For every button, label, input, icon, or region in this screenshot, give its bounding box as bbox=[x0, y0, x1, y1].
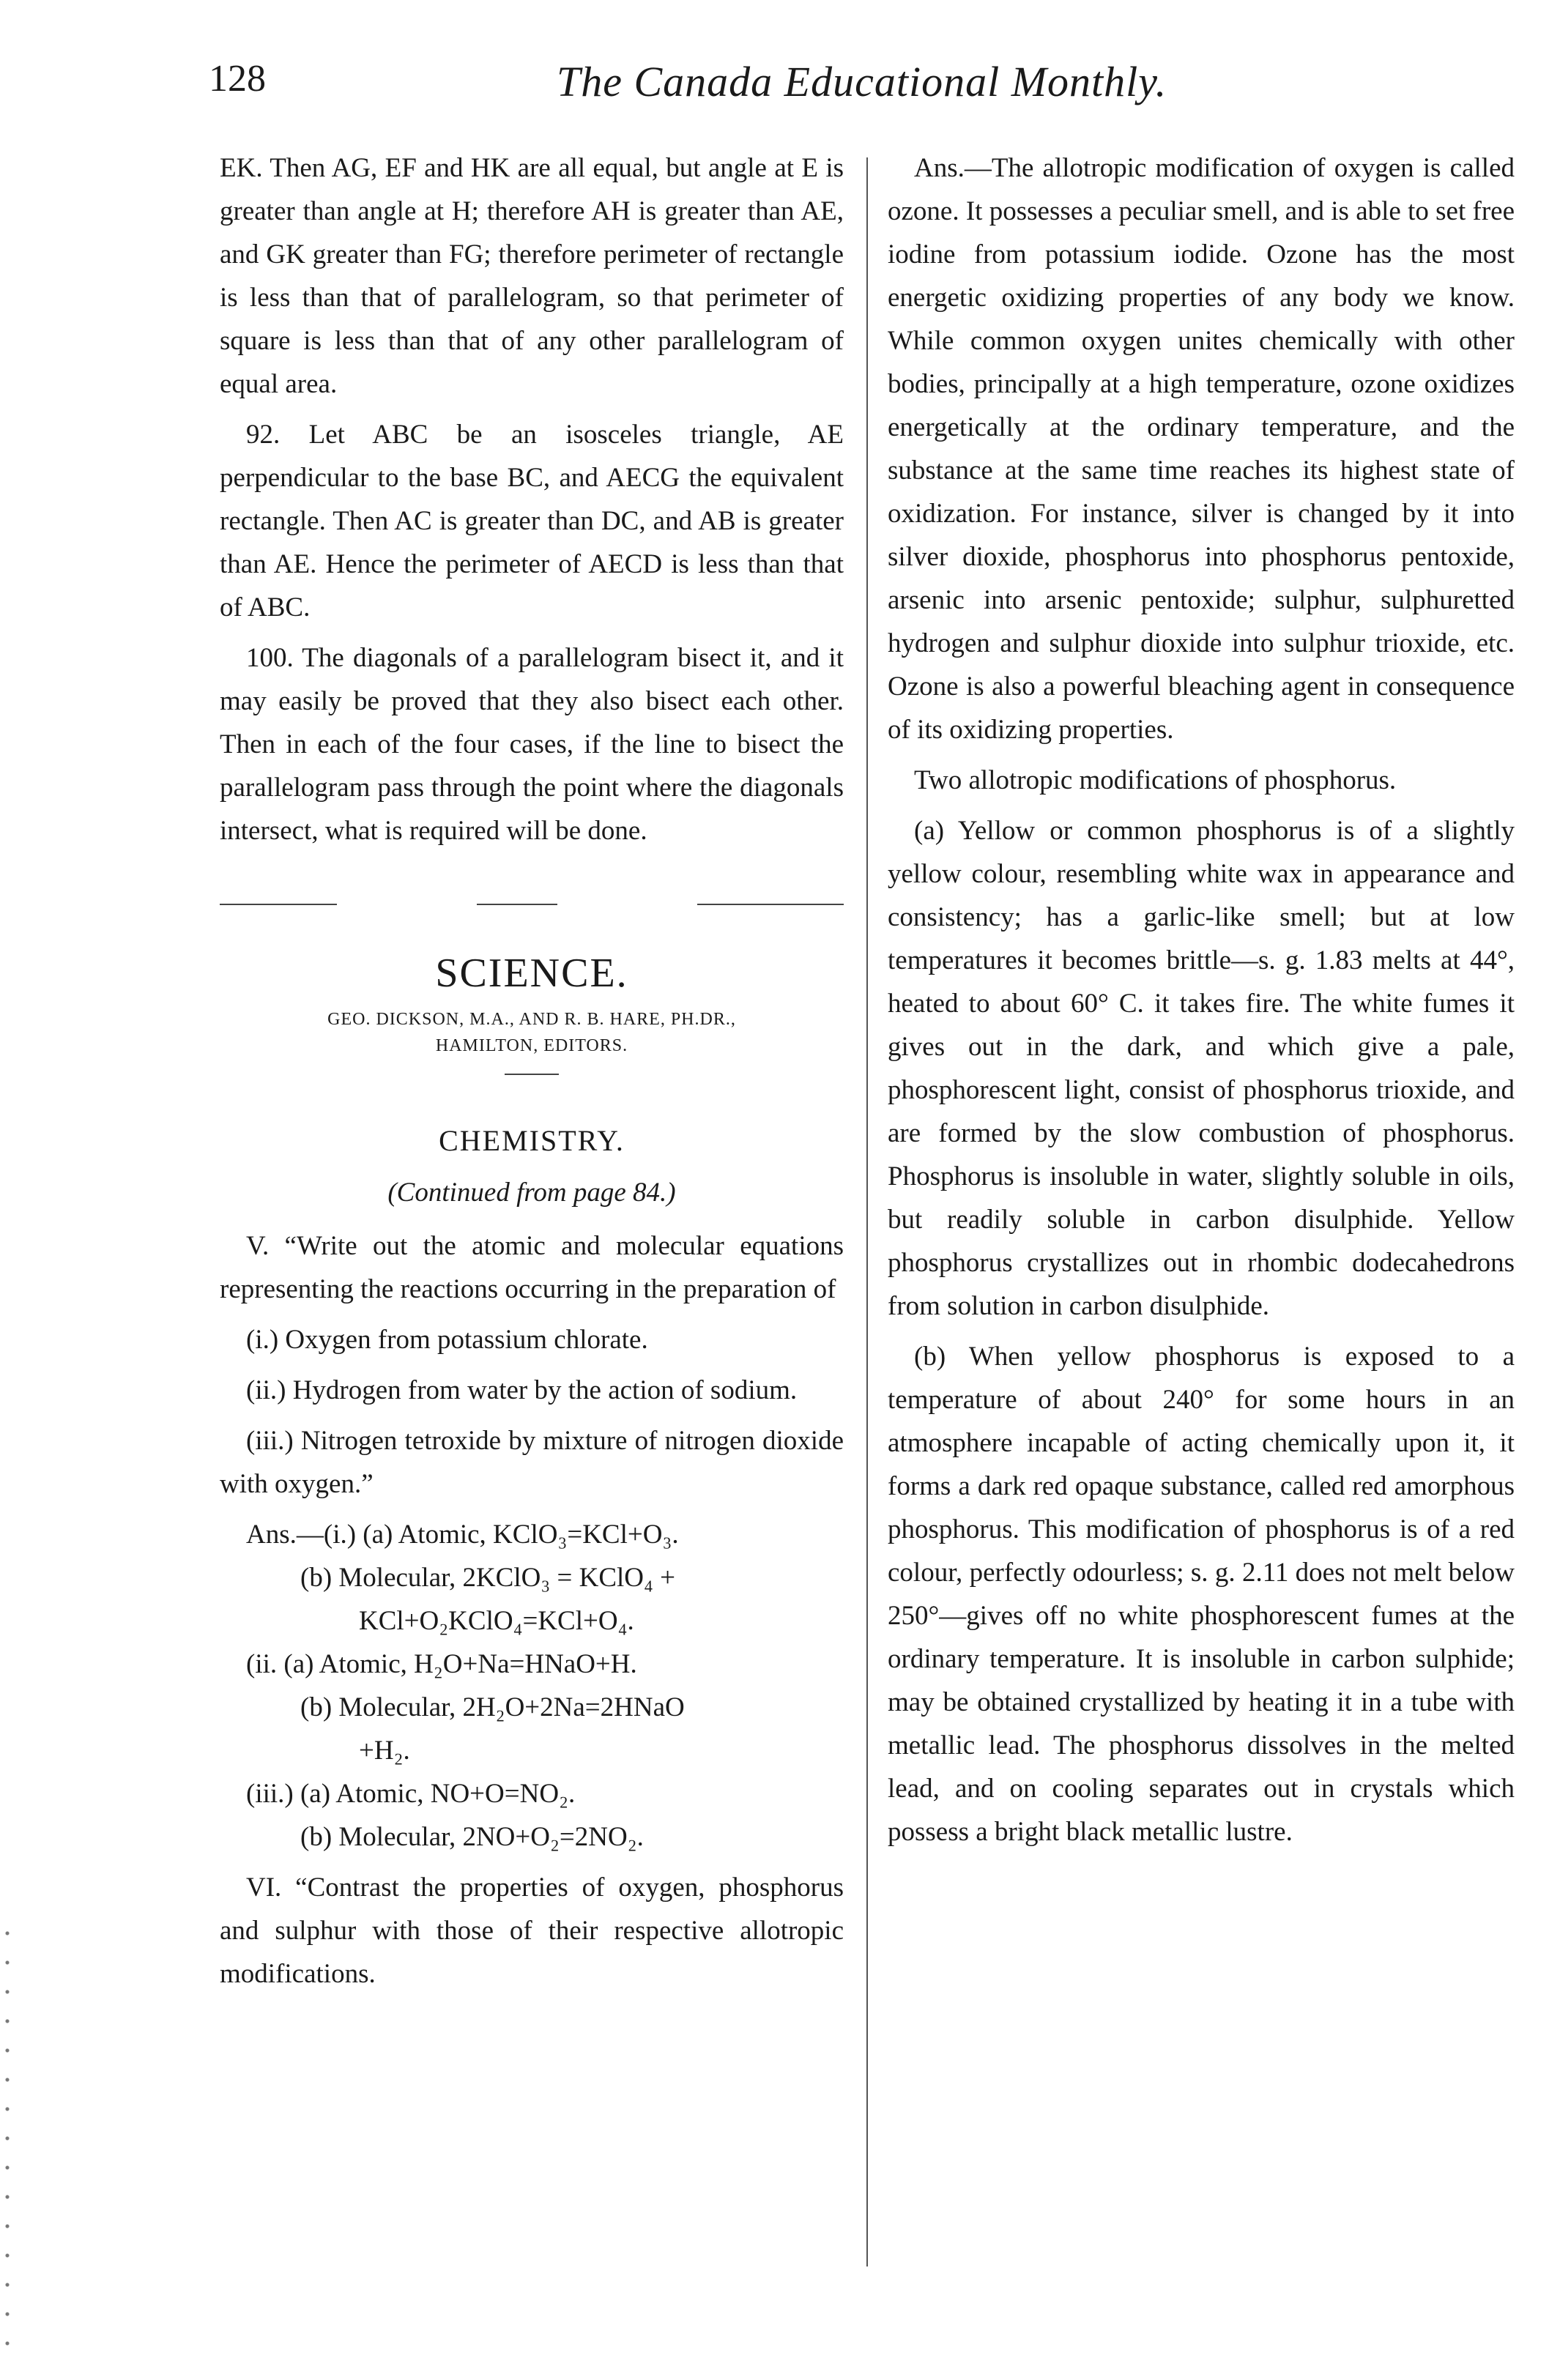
answer-line: (b) Molecular, 2H₂O+2Na=2HNaO bbox=[300, 1692, 685, 1722]
subheading-chemistry: CHEMISTRY. bbox=[439, 1124, 625, 1157]
question-5: V. “Write out the atomic and molecular equations representing the reactions occurring in the preparation of bbox=[220, 1231, 844, 1304]
answer-line: (ii. (a) Atomic, H₂O+Na=HNaO+H. bbox=[246, 1649, 637, 1679]
short-divider bbox=[505, 1074, 559, 1075]
left-column bbox=[220, 146, 844, 2003]
margin-dots bbox=[4, 1919, 10, 2358]
question-5-part-iii: (iii.) Nitrogen tetroxide by mixture of nitrogen dioxide with oxygen.” bbox=[220, 1426, 844, 1499]
answer-line: (b) Molecular, 2KClO₃ = KClO₄ + bbox=[300, 1563, 676, 1593]
page-header bbox=[0, 51, 1560, 124]
editors-credit bbox=[220, 1006, 844, 1059]
paragraph-92: 92. Let ABC be an isosceles triangle, AE perpendicular to the base BC, and AECG the equivalent rectangle. Then AC is greater than DC, and AB is greater than AE. Hence the perimeter of AECD is less than that of ABC. bbox=[220, 420, 844, 622]
editors-line-1: GEO. DICKSON, M.A., AND R. B. HARE, PH.DR., bbox=[327, 1010, 736, 1029]
editors-line-2: HAMILTON, EDITORS. bbox=[435, 1036, 628, 1055]
paragraph-ek: EK. Then AG, EF and HK are all equal, but angle at E is greater than angle at H; therefore AH is greater than AE, and GK greater than FG; therefore perimeter of rectangle is less than that of parallelogram, so that perimeter of square is less than that of any other parallelogram of equal area. bbox=[220, 153, 844, 399]
answer-line: (iii.) (a) Atomic, NO+O=NO₂. bbox=[246, 1779, 576, 1809]
question-5-part-ii: (ii.) Hydrogen from water by the action of sodium. bbox=[246, 1375, 798, 1405]
question-6: VI. “Contrast the properties of oxygen, phosphorus and sulphur with those of their respective allotropic modifications. bbox=[220, 1873, 844, 1989]
paragraph-100: 100. The diagonals of a parallelogram bisect it, and it may easily be proved that they also bisect each other. Then in each of the four cases, if the line to bisect the parallelogram pass through the point where the diagonals intersect, what is required will be done. bbox=[220, 643, 844, 846]
page-number: 128 bbox=[209, 58, 266, 100]
continued-note: (Continued from page 84.) bbox=[387, 1178, 676, 1208]
answer-line: +H₂. bbox=[359, 1736, 410, 1766]
answer-line: KCl+O₂KClO₄=KCl+O₄. bbox=[359, 1606, 634, 1636]
paragraph-ozone: Ans.—The allotropic modification of oxygen is called ozone. It possesses a peculiar smell, and is able to set free iodine from potassium iodide. Ozone has the most energetic oxidizing properties of any body we know. While common oxygen unites chemically with other bodies, principally at a high temperature, ozone oxidizes energetically at the ordinary temperature, and the substance at the same time reaches its highest state of oxidization. For instance, silver is changed by it into silver dioxide, phosphorus into phosphorus pentoxide, arsenic into arsenic pentoxide; sulphur, sulphuretted hydrogen and sulphur dioxide into sulphur trioxide, etc. Ozone is also a powerful bleaching agent in consequence of its oxidizing properties. bbox=[888, 153, 1515, 745]
answer-line: (b) Molecular, 2NO+O₂=2NO₂. bbox=[300, 1822, 644, 1852]
section-divider bbox=[220, 904, 844, 905]
question-5-part-i: (i.) Oxygen from potassium chlorate. bbox=[246, 1325, 648, 1355]
paragraph-yellow-phosphorus: (a) Yellow or common phosphorus is of a slightly yellow colour, resembling white wax in appearance and consistency; has a garlic-like smell; but at low temperatures it becomes brittle—s. g. 1.83 melts at 44°, heated to about 60° C. it takes fire. The white fumes it gives out in the dark, and which give a pale, phosphorescent light, consist of phosphorus trioxide, and are formed by the slow combustion of phosphorus. Phosphorus is insoluble in water, slightly soluble in oils, but readily soluble in carbon disulphide. Yellow phosphorus crystallizes out in rhombic dodecahedrons from solution in carbon disulphide. bbox=[888, 816, 1515, 1321]
right-column bbox=[888, 146, 1515, 1861]
section-heading-science: SCIENCE. bbox=[435, 951, 628, 996]
paragraph-phosphorus-intro: Two allotropic modifications of phosphorus. bbox=[914, 765, 1397, 795]
paragraph-red-phosphorus: (b) When yellow phosphorus is exposed to a temperature of about 240° for some hours in an atmosphere incapable of acting chemically upon it, it forms a dark red opaque substance, called red amorphous phosphorus. This modification of phosphorus is of a red colour, perfectly odourless; s. g. 2.11 does not melt below 250°—gives off no white phosphorescent fumes at the ordinary temperature. It is insoluble in carbon sulphide; may be obtained crystallized by heating it in a tube with metallic lead. The phosphorus dissolves in the melted lead, and on cooling separates out in crystals which possess a bright black metallic lustre. bbox=[888, 1342, 1515, 1847]
answer-line: Ans.—(i.) (a) Atomic, KClO₃=KCl+O₃. bbox=[246, 1520, 679, 1550]
running-title: The Canada Educational Monthly. bbox=[557, 58, 1167, 105]
column-divider bbox=[866, 157, 868, 2266]
